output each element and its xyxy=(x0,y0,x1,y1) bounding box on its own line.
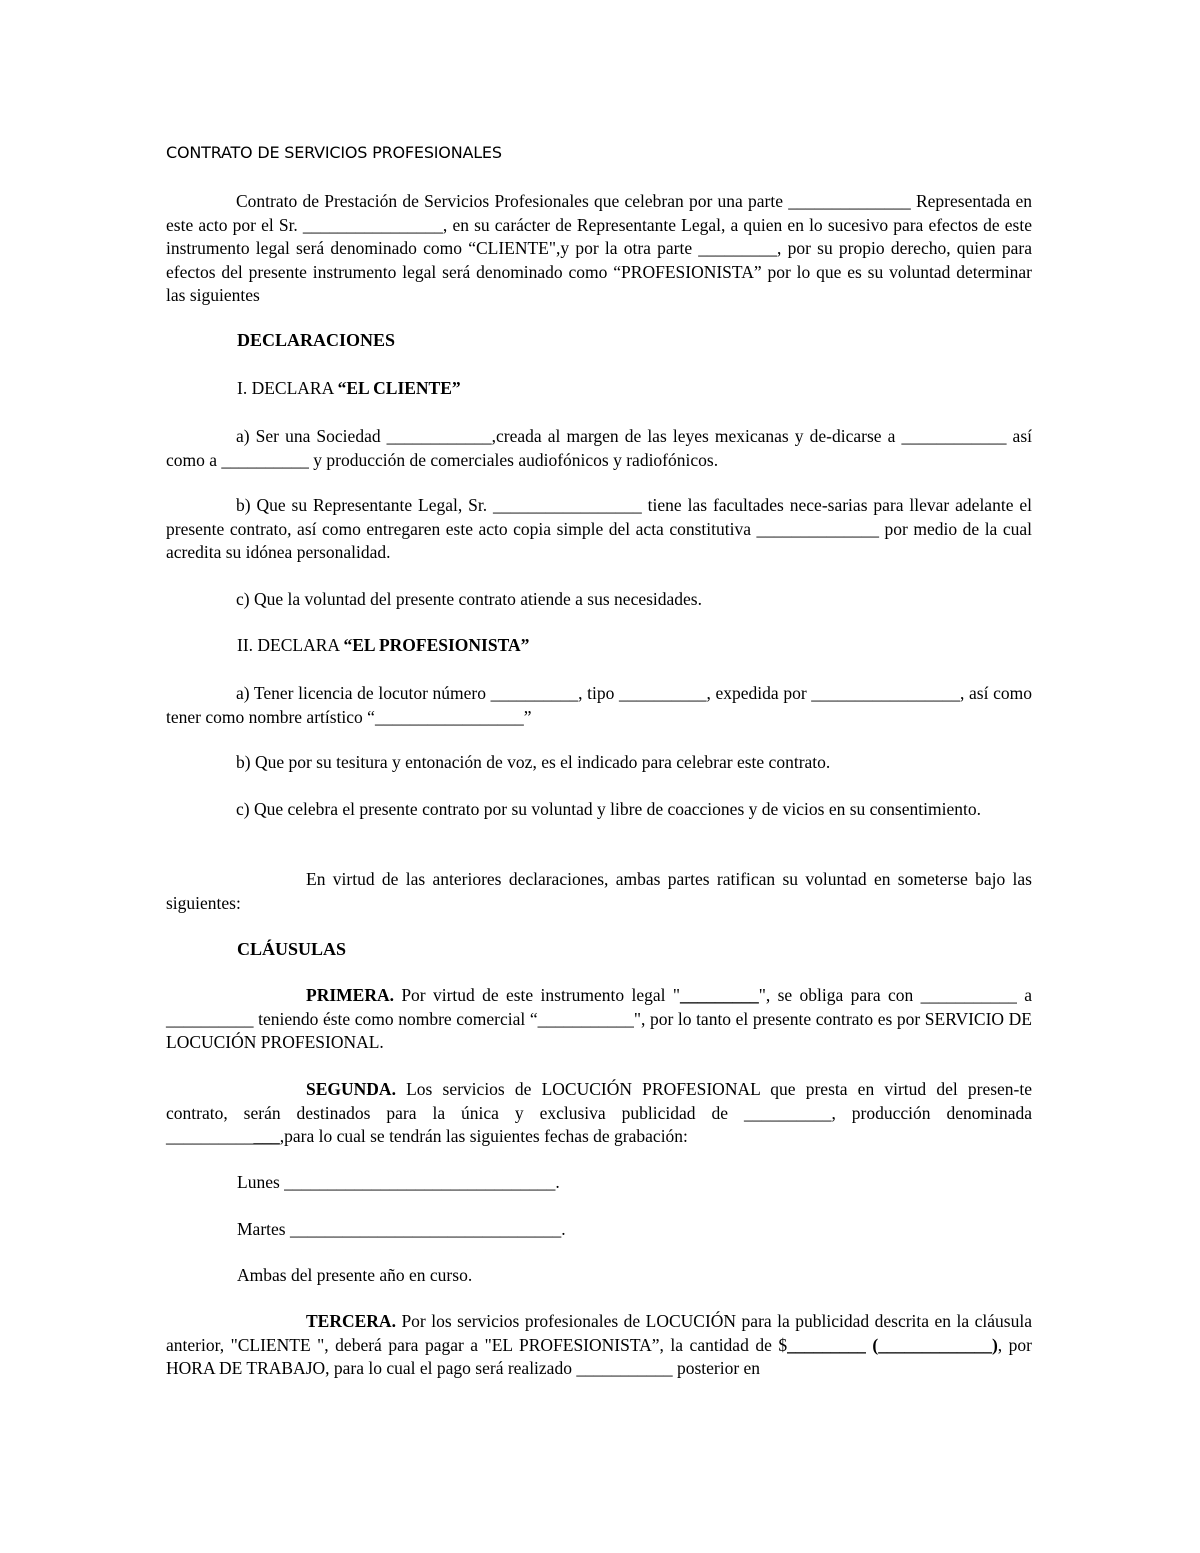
segunda-label: SEGUNDA. xyxy=(306,1079,396,1099)
tercera-text-2: , por HORA DE TRABAJO, para lo cual el pago será realizado ___________ posterior en xyxy=(166,1334,1033,1378)
profesionista-clause-a: a) Tener licencia de locutor número __________, tipo __________, expedida por _________________, así como tener como nombre artístico “_________________” xyxy=(166,683,1032,727)
clausula-segunda xyxy=(166,1078,1032,1149)
segunda-blank: ___ xyxy=(253,1126,280,1146)
cliente-clause-b: b) Que su Representante Legal, Sr. _________________ tiene las facultades nece-sarias para llevar adelante el presente contrato, así como entregaren este acto copia simple del acta constitutiva ______________ por medio de la cual acredita su idónea personalidad. xyxy=(166,495,1032,562)
profesionista-clause-b: b) Que por su tesitura y entonación de voz, es el indicado para celebrar este contrato. xyxy=(236,752,831,772)
clausulas-heading: CLÁUSULAS xyxy=(237,939,347,959)
declaraciones-heading: DECLARACIONES xyxy=(237,330,396,350)
cliente-heading-bold: “EL CLIENTE” xyxy=(337,378,461,398)
cliente-clause-a: a) Ser una Sociedad ____________,creada al margen de las leyes mexicanas y de-dicarse a ____________ así como a __________ y producción de comerciales audiofónicos y radiofónicos. xyxy=(166,426,1032,470)
tercera-label: TERCERA. xyxy=(306,1311,396,1331)
primera-blank: _________ xyxy=(679,985,759,1005)
primera-text-2: ", se obliga para con ___________ a __________ teniendo éste como nombre comercial “___________", por lo tanto el presente contrato es por SERVICIO DE LOCUCIÓN PROFESIONAL. xyxy=(166,985,1032,1052)
clausula-primera xyxy=(166,984,1032,1055)
primera-label: PRIMERA. xyxy=(306,985,394,1005)
lunes-line: Lunes _______________________________. xyxy=(237,1172,560,1192)
profesionista-clause-c: c) Que celebra el presente contrato por su voluntad y libre de coacciones y de vicios en su consentimiento. xyxy=(236,799,981,819)
cliente-heading-prefix: I. DECLARA xyxy=(237,378,338,398)
profesionista-heading xyxy=(237,635,529,656)
ambas-line: Ambas del presente año en curso. xyxy=(237,1265,473,1285)
tercera-text-1: Por los servicios profesionales de LOCUCIÓN para la publicidad descrita en la cláusula anterior, "CLIENTE ", deberá para pagar a "EL PROFESIONISTA”, la cantidad de $ xyxy=(166,1311,1032,1355)
segunda-text-2: ,para lo cual se tendrán las siguientes fechas de grabación: xyxy=(279,1126,688,1146)
virtud-paragraph: En virtud de las anteriores declaraciones, ambas partes ratifican su voluntad en someterse bajo las siguientes: xyxy=(166,869,1032,913)
primera-text-1: Por virtud de este instrumento legal " xyxy=(393,985,680,1005)
document-title: CONTRATO DE SERVICIOS PROFESIONALES xyxy=(166,143,502,162)
cliente-heading xyxy=(237,378,461,399)
segunda-text-1: Los servicios de LOCUCIÓN PROFESIONAL que presta en virtud del presen-te contrato, serán destinados para la única y exclusiva publicidad de __________, producción denominada __________ xyxy=(166,1079,1032,1146)
clausula-tercera xyxy=(166,1310,1032,1381)
intro-paragraph: Contrato de Prestación de Servicios Profesionales que celebran por una parte ______________ Representada en este acto por el Sr. ________________, en su carácter de Representante Legal, a quien en lo sucesivo para efectos de este instrumento legal será denominado como “CLIENTE",y por la otra parte _________, por su propio derecho, quien para efectos del presente instrumento legal será denominado como “PROFESIONISTA” por lo que es su voluntad determinar las siguientes xyxy=(166,191,1032,305)
martes-line: Martes _______________________________. xyxy=(237,1219,566,1239)
cliente-clause-c: c) Que la voluntad del presente contrato atiende a sus necesidades. xyxy=(236,589,702,609)
tercera-blank: _________ (_____________) xyxy=(787,1334,998,1355)
profesionista-heading-prefix: II. DECLARA xyxy=(237,635,344,655)
profesionista-heading-bold: “EL PROFESIONISTA” xyxy=(343,635,530,655)
